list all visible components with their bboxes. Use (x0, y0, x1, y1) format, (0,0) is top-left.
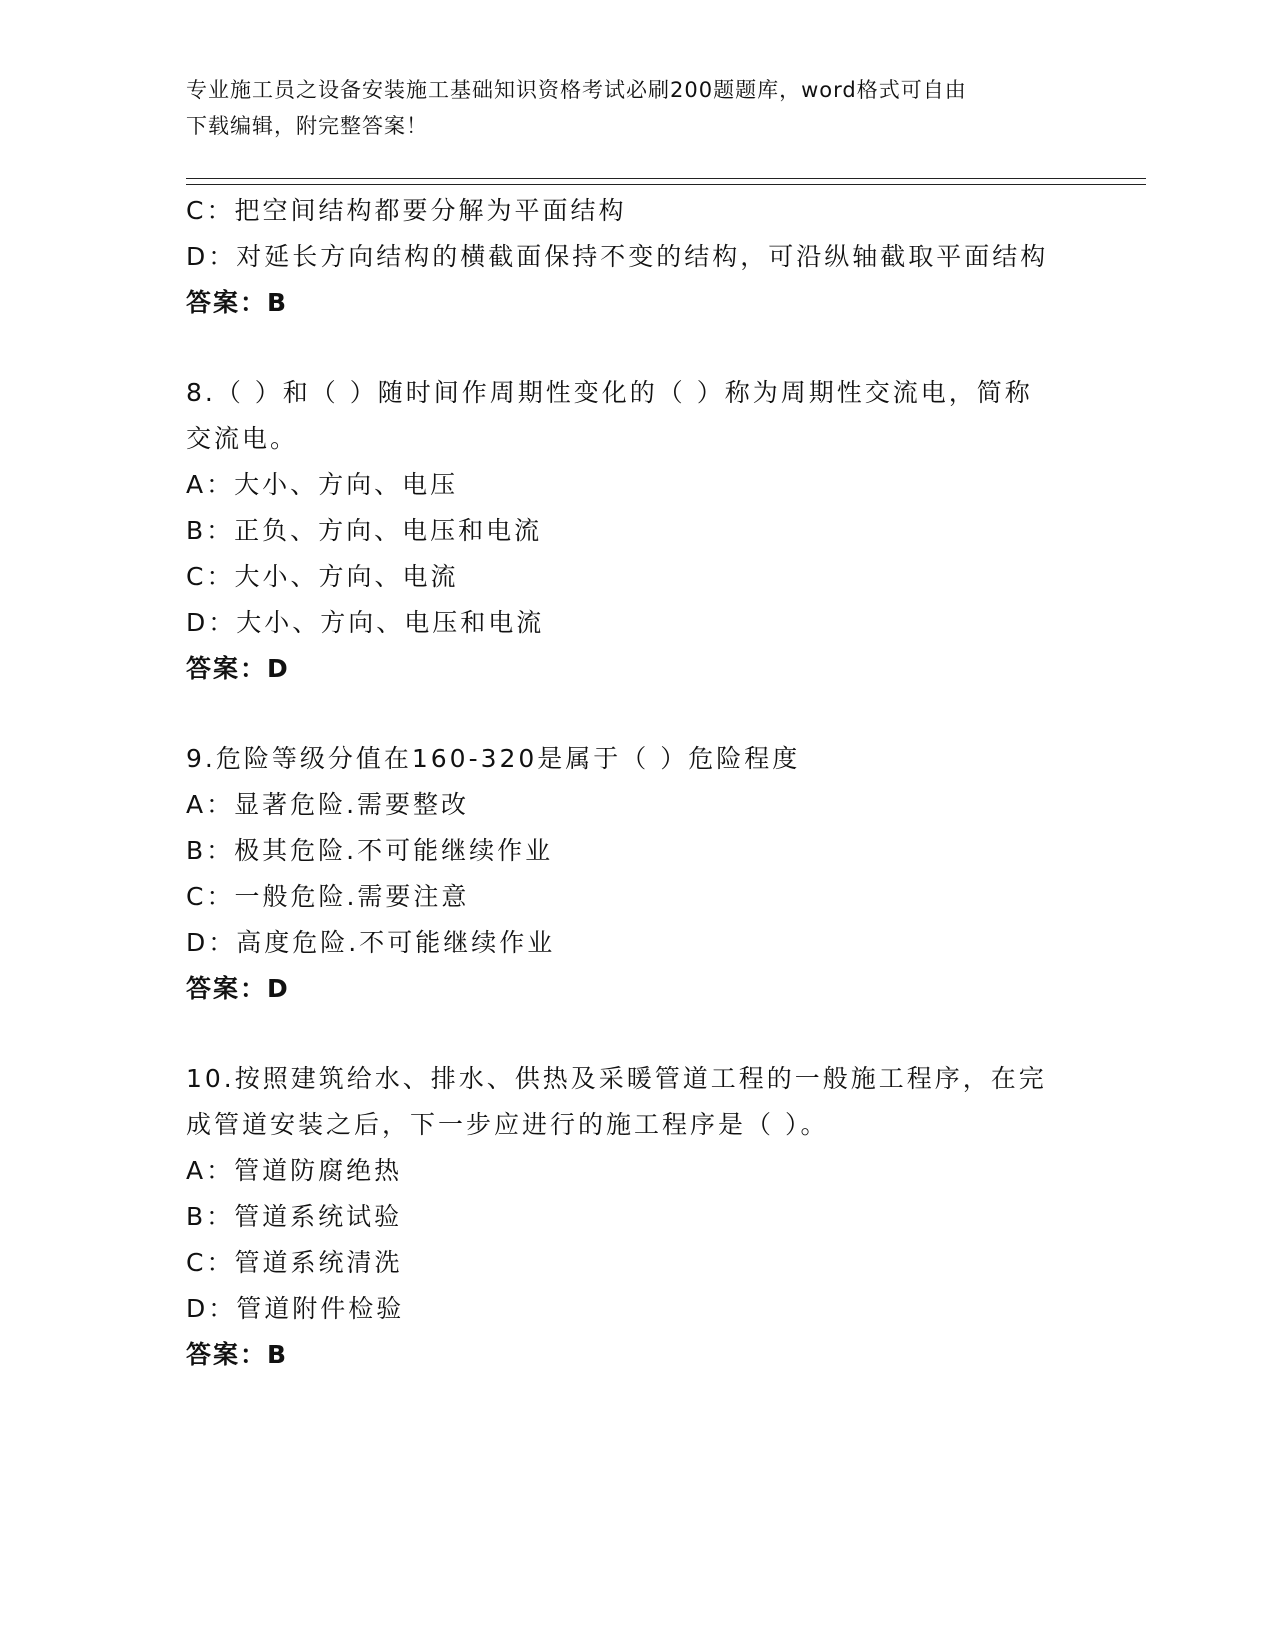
prev-answer: 答案：B (186, 288, 289, 317)
question-8 (186, 370, 1086, 692)
header-line-2: 下载编辑，附完整答案！ (186, 114, 428, 138)
question-9-option-a: A：显著危险.需要整改 (186, 790, 470, 819)
prev-option-d: D：对延长方向结构的横截面保持不变的结构，可沿纵轴截取平面结构 (186, 242, 1049, 271)
question-10-option-a: A：管道防腐绝热 (186, 1156, 403, 1185)
question-10 (186, 1056, 1086, 1378)
question-content (186, 188, 1086, 1378)
question-8-option-a: A：大小、方向、电压 (186, 470, 459, 499)
question-9-stem-line-1: 9.危险等级分值在160-320是属于（ ）危险程度 (186, 744, 801, 773)
question-9-option-d: D：高度危险.不可能继续作业 (186, 928, 556, 957)
question-10-stem-line-2: 成管道安装之后，下一步应进行的施工程序是（ ）。 (186, 1110, 829, 1139)
question-10-stem-line-1: 10.按照建筑给水、排水、供热及采暖管道工程的一般施工程序，在完 (186, 1064, 1047, 1093)
question-10-answer: 答案：B (186, 1340, 289, 1369)
question-9-option-b: B：极其危险.不可能继续作业 (186, 836, 554, 865)
prev-option-c: C：把空间结构都要分解为平面结构 (186, 196, 627, 225)
question-10-option-b: B：管道系统试验 (186, 1202, 403, 1231)
question-8-option-b: B：正负、方向、电压和电流 (186, 516, 543, 545)
question-9 (186, 736, 1086, 1012)
question-10-option-d: D：管道附件检验 (186, 1294, 405, 1323)
question-8-stem-line-1: 8.（ ）和（ ）随时间作周期性变化的（ ）称为周期性交流电，简称 (186, 378, 1033, 407)
question-8-option-c: C：大小、方向、电流 (186, 562, 459, 591)
header-divider-top (186, 178, 1146, 179)
header-divider-bottom (186, 184, 1146, 185)
question-10-option-c: C：管道系统清洗 (186, 1248, 403, 1277)
document-header (186, 72, 1086, 144)
question-8-option-d: D：大小、方向、电压和电流 (186, 608, 545, 637)
question-9-answer: 答案：D (186, 974, 290, 1003)
header-line-1: 专业施工员之设备安装施工基础知识资格考试必刷200题题库，word格式可自由 (186, 78, 967, 102)
question-8-stem-line-2: 交流电。 (186, 424, 299, 453)
question-9-option-c: C：一般危险.需要注意 (186, 882, 470, 911)
question-8-answer: 答案：D (186, 654, 290, 683)
